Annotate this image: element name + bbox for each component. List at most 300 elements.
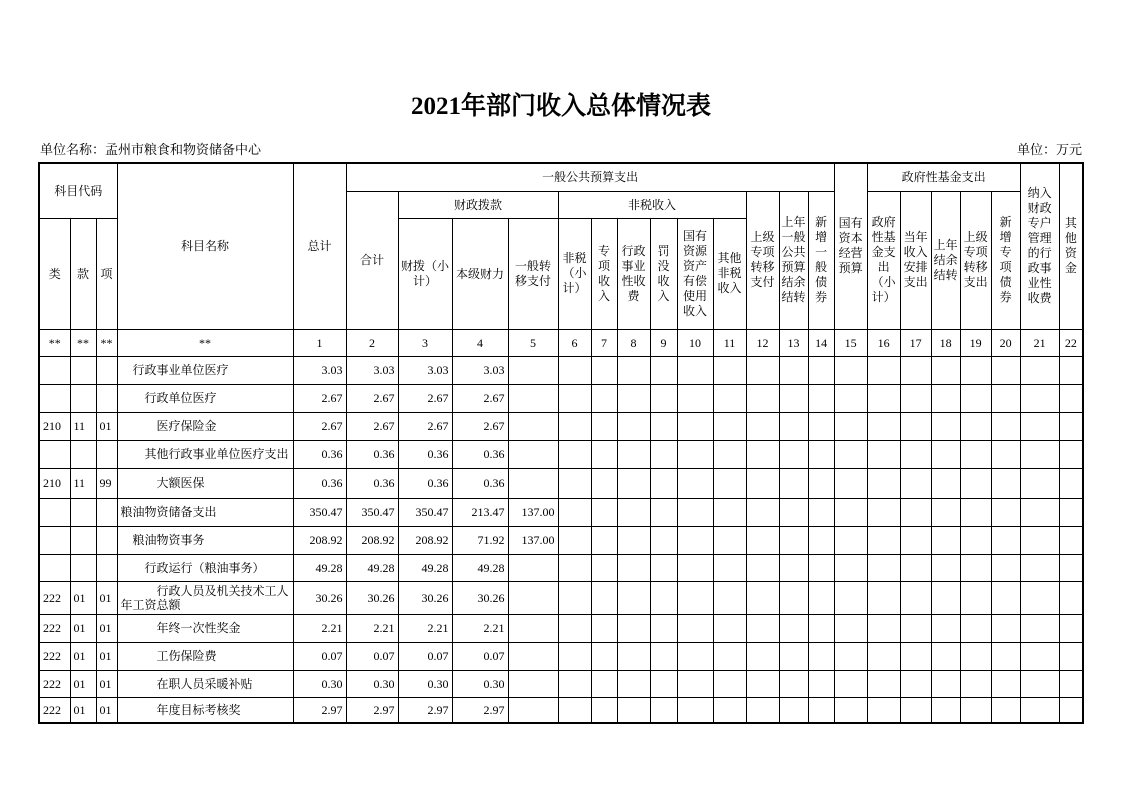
cell-col-6 — [558, 614, 591, 642]
currency-unit: 单位：万元 — [1016, 142, 1082, 157]
header-gov-fund-subtotal-label: 政府性基金支出（小计） — [871, 215, 896, 304]
header-kuan: 款 — [70, 218, 96, 329]
cell-col-9 — [650, 581, 677, 614]
cell-col-8 — [617, 412, 650, 440]
cell-col-20 — [991, 526, 1020, 554]
cell-col-20 — [991, 670, 1020, 697]
cell-col-9 — [650, 642, 677, 670]
header-state-assets — [677, 218, 713, 329]
cell-col-13 — [779, 412, 808, 440]
cell-col-15 — [834, 642, 867, 670]
cell-col-15 — [834, 468, 867, 498]
column-index-cell: 7 — [591, 329, 617, 356]
column-index-cell: 5 — [508, 329, 558, 356]
cell-col-16 — [867, 697, 900, 723]
cell-col-22 — [1059, 581, 1083, 614]
cell-subject-name: 年终一次性奖金 — [117, 614, 293, 642]
cell-col-8 — [617, 670, 650, 697]
cell-col-6 — [558, 468, 591, 498]
cell-col-12 — [746, 440, 779, 468]
cell-col-7 — [591, 642, 617, 670]
cell-col-9 — [650, 412, 677, 440]
cell-col-14 — [808, 697, 834, 723]
cell-col-16 — [867, 670, 900, 697]
cell-col-2: 2.21 — [346, 614, 398, 642]
cell-col-19 — [960, 697, 991, 723]
header-current-year-income — [900, 191, 931, 329]
cell-kuan: 01 — [70, 581, 96, 614]
cell-col-16 — [867, 468, 900, 498]
header-total: 总计 — [293, 163, 346, 329]
cell-subject-name: 在职人员采暖补贴 — [117, 670, 293, 697]
cell-total: 3.03 — [293, 356, 346, 384]
cell-col-15 — [834, 498, 867, 526]
cell-col-3: 0.36 — [398, 440, 452, 468]
cell-col-8 — [617, 554, 650, 581]
cell-col-17 — [900, 468, 931, 498]
cell-col-17 — [900, 642, 931, 670]
cell-lei: 210 — [39, 468, 70, 498]
cell-col-16 — [867, 614, 900, 642]
cell-col-6 — [558, 440, 591, 468]
cell-col-12 — [746, 554, 779, 581]
cell-col-9 — [650, 670, 677, 697]
cell-col-20 — [991, 697, 1020, 723]
cell-col-7 — [591, 526, 617, 554]
table-row — [39, 670, 1083, 697]
cell-col-9 — [650, 440, 677, 468]
cell-col-10 — [677, 614, 713, 642]
cell-col-14 — [808, 581, 834, 614]
cell-col-14 — [808, 498, 834, 526]
cell-xiang — [96, 356, 117, 384]
cell-xiang: 01 — [96, 581, 117, 614]
cell-col-9 — [650, 468, 677, 498]
report-info — [40, 141, 1082, 159]
table-row — [39, 614, 1083, 642]
cell-col-21 — [1020, 554, 1059, 581]
cell-col-12 — [746, 356, 779, 384]
cell-col-4: 0.36 — [452, 440, 508, 468]
cell-col-4: 3.03 — [452, 356, 508, 384]
cell-col-14 — [808, 468, 834, 498]
header-fiscal-appropriation: 财政拨款 — [398, 191, 558, 218]
cell-col-11 — [713, 614, 746, 642]
cell-col-11 — [713, 468, 746, 498]
cell-col-14 — [808, 614, 834, 642]
cell-col-8 — [617, 526, 650, 554]
cell-total: 0.30 — [293, 670, 346, 697]
cell-col-7 — [591, 498, 617, 526]
cell-col-17 — [900, 697, 931, 723]
cell-col-7 — [591, 440, 617, 468]
cell-col-17 — [900, 440, 931, 468]
cell-col-2: 49.28 — [346, 554, 398, 581]
column-index-cell: 13 — [779, 329, 808, 356]
header-subject-code: 科目代码 — [39, 163, 117, 218]
cell-col-21 — [1020, 670, 1059, 697]
header-prior-year-balance — [931, 191, 960, 329]
cell-col-11 — [713, 498, 746, 526]
cell-col-19 — [960, 526, 991, 554]
header-general-transfer — [508, 218, 558, 329]
cell-col-7 — [591, 412, 617, 440]
cell-col-4: 2.67 — [452, 412, 508, 440]
column-index-cell: 19 — [960, 329, 991, 356]
table-row — [39, 498, 1083, 526]
cell-col-20 — [991, 614, 1020, 642]
cell-col-17 — [900, 356, 931, 384]
cell-col-11 — [713, 384, 746, 412]
cell-col-18 — [931, 468, 960, 498]
cell-col-13 — [779, 670, 808, 697]
cell-col-3: 49.28 — [398, 554, 452, 581]
cell-col-8 — [617, 642, 650, 670]
cell-col-17 — [900, 526, 931, 554]
cell-col-8 — [617, 614, 650, 642]
cell-col-13 — [779, 498, 808, 526]
cell-col-2: 0.30 — [346, 670, 398, 697]
cell-col-21 — [1020, 642, 1059, 670]
column-index-cell: 3 — [398, 329, 452, 356]
cell-subject-name: 医疗保险金 — [117, 412, 293, 440]
cell-col-21 — [1020, 498, 1059, 526]
cell-col-7 — [591, 614, 617, 642]
cell-col-10 — [677, 440, 713, 468]
cell-col-9 — [650, 356, 677, 384]
cell-col-21 — [1020, 356, 1059, 384]
table-header — [39, 163, 1083, 329]
cell-xiang: 01 — [96, 642, 117, 670]
header-non-tax-income: 非税收入 — [558, 191, 746, 218]
cell-col-19 — [960, 498, 991, 526]
header-other-funds-label: 其他资金 — [1064, 216, 1077, 276]
cell-col-14 — [808, 642, 834, 670]
cell-col-10 — [677, 642, 713, 670]
table-row — [39, 440, 1083, 468]
cell-col-13 — [779, 468, 808, 498]
cell-total: 350.47 — [293, 498, 346, 526]
cell-subject-name: 工伤保险费 — [117, 642, 293, 670]
income-table — [38, 162, 1084, 724]
header-state-capital-budget — [834, 163, 867, 329]
header-row-1 — [39, 163, 1083, 191]
table-row — [39, 581, 1083, 614]
cell-col-18 — [931, 498, 960, 526]
cell-col-4: 213.47 — [452, 498, 508, 526]
column-index-cell: 12 — [746, 329, 779, 356]
cell-col-10 — [677, 554, 713, 581]
cell-subject-name: 行政运行（粮油事务） — [117, 554, 293, 581]
cell-col-21 — [1020, 614, 1059, 642]
cell-lei — [39, 498, 70, 526]
table-row — [39, 554, 1083, 581]
cell-col-7 — [591, 384, 617, 412]
cell-col-18 — [931, 440, 960, 468]
cell-col-17 — [900, 554, 931, 581]
column-index-cell: ** — [96, 329, 117, 356]
cell-lei: 222 — [39, 642, 70, 670]
cell-kuan: 01 — [70, 614, 96, 642]
cell-col-18 — [931, 614, 960, 642]
cell-col-5 — [508, 554, 558, 581]
cell-xiang — [96, 498, 117, 526]
cell-col-14 — [808, 412, 834, 440]
cell-col-22 — [1059, 384, 1083, 412]
cell-col-11 — [713, 440, 746, 468]
cell-col-20 — [991, 440, 1020, 468]
cell-col-2: 2.67 — [346, 412, 398, 440]
cell-col-13 — [779, 697, 808, 723]
cell-total: 0.36 — [293, 468, 346, 498]
cell-col-10 — [677, 384, 713, 412]
cell-col-22 — [1059, 356, 1083, 384]
cell-col-5 — [508, 384, 558, 412]
cell-col-13 — [779, 526, 808, 554]
cell-col-10 — [677, 498, 713, 526]
cell-kuan — [70, 498, 96, 526]
cell-lei — [39, 526, 70, 554]
cell-col-3: 0.36 — [398, 468, 452, 498]
cell-col-15 — [834, 412, 867, 440]
cell-col-19 — [960, 440, 991, 468]
cell-total: 2.97 — [293, 697, 346, 723]
cell-col-16 — [867, 526, 900, 554]
cell-col-19 — [960, 468, 991, 498]
cell-col-12 — [746, 642, 779, 670]
cell-col-6 — [558, 697, 591, 723]
cell-col-7 — [591, 670, 617, 697]
cell-col-3: 0.07 — [398, 642, 452, 670]
cell-col-19 — [960, 356, 991, 384]
cell-col-21 — [1020, 697, 1059, 723]
cell-col-3: 208.92 — [398, 526, 452, 554]
header-fines — [650, 218, 677, 329]
cell-col-12 — [746, 697, 779, 723]
cell-col-17 — [900, 670, 931, 697]
cell-kuan: 01 — [70, 642, 96, 670]
cell-col-11 — [713, 554, 746, 581]
header-non-tax-subtotal — [558, 218, 591, 329]
column-index-cell: 9 — [650, 329, 677, 356]
cell-col-5 — [508, 670, 558, 697]
cell-col-5 — [508, 412, 558, 440]
header-local-finance: 本级财力 — [452, 218, 508, 329]
cell-col-4: 2.67 — [452, 384, 508, 412]
cell-kuan: 01 — [70, 670, 96, 697]
cell-col-15 — [834, 697, 867, 723]
header-prior-year-balance-label: 上年结余结转 — [933, 237, 958, 282]
cell-col-4: 0.07 — [452, 642, 508, 670]
cell-col-18 — [931, 581, 960, 614]
cell-col-18 — [931, 642, 960, 670]
unit-name: 单位名称：孟州市粮食和物资储备中心 — [40, 142, 262, 157]
cell-col-18 — [931, 526, 960, 554]
header-general-budget: 一般公共预算支出 — [346, 163, 834, 191]
cell-col-10 — [677, 670, 713, 697]
cell-col-5 — [508, 581, 558, 614]
header-current-year-income-label: 当年收入安排支出 — [903, 230, 928, 289]
cell-col-15 — [834, 384, 867, 412]
cell-col-10 — [677, 412, 713, 440]
cell-col-3: 350.47 — [398, 498, 452, 526]
cell-xiang: 99 — [96, 468, 117, 498]
cell-col-2: 2.97 — [346, 697, 398, 723]
column-index-cell: 6 — [558, 329, 591, 356]
cell-col-19 — [960, 670, 991, 697]
cell-col-17 — [900, 614, 931, 642]
cell-col-4: 2.21 — [452, 614, 508, 642]
cell-col-5 — [508, 440, 558, 468]
column-index-cell: 16 — [867, 329, 900, 356]
cell-total: 208.92 — [293, 526, 346, 554]
header-fines-label: 罚没收入 — [657, 243, 670, 303]
header-new-special-bonds-label: 新增专项债券 — [999, 215, 1012, 304]
cell-col-11 — [713, 356, 746, 384]
cell-col-22 — [1059, 697, 1083, 723]
cell-col-19 — [960, 384, 991, 412]
cell-kuan — [70, 356, 96, 384]
header-lei: 类 — [39, 218, 70, 329]
cell-col-22 — [1059, 440, 1083, 468]
table-row — [39, 526, 1083, 554]
table-body — [39, 329, 1083, 723]
cell-col-22 — [1059, 670, 1083, 697]
cell-col-3: 30.26 — [398, 581, 452, 614]
column-index-cell: 8 — [617, 329, 650, 356]
cell-col-19 — [960, 581, 991, 614]
table-row — [39, 412, 1083, 440]
cell-subject-name: 大额医保 — [117, 468, 293, 498]
cell-col-18 — [931, 670, 960, 697]
cell-xiang — [96, 384, 117, 412]
cell-xiang — [96, 526, 117, 554]
cell-col-21 — [1020, 440, 1059, 468]
header-superior-special-transfer-out — [960, 191, 991, 329]
column-index-cell: 15 — [834, 329, 867, 356]
cell-col-10 — [677, 697, 713, 723]
cell-col-14 — [808, 384, 834, 412]
table-row — [39, 697, 1083, 723]
cell-col-21 — [1020, 412, 1059, 440]
cell-col-4: 30.26 — [452, 581, 508, 614]
column-index-cell: ** — [117, 329, 293, 356]
cell-col-3: 2.67 — [398, 384, 452, 412]
cell-col-16 — [867, 581, 900, 614]
cell-col-20 — [991, 642, 1020, 670]
cell-col-18 — [931, 384, 960, 412]
cell-lei — [39, 554, 70, 581]
column-index-cell: 11 — [713, 329, 746, 356]
cell-col-14 — [808, 526, 834, 554]
header-fiscal-account-fees-label: 纳入财政专户管理的行政事业性收费 — [1027, 186, 1052, 306]
header-fiscal-subtotal-label: 财拨（小计） — [401, 258, 450, 288]
column-index-cell: 21 — [1020, 329, 1059, 356]
column-index-cell: 18 — [931, 329, 960, 356]
cell-col-19 — [960, 554, 991, 581]
cell-col-3: 2.21 — [398, 614, 452, 642]
cell-col-17 — [900, 498, 931, 526]
cell-col-9 — [650, 554, 677, 581]
column-index-cell: 20 — [991, 329, 1020, 356]
cell-col-5 — [508, 468, 558, 498]
cell-col-3: 0.30 — [398, 670, 452, 697]
cell-col-10 — [677, 526, 713, 554]
cell-col-2: 0.07 — [346, 642, 398, 670]
cell-col-20 — [991, 412, 1020, 440]
cell-col-3: 2.97 — [398, 697, 452, 723]
page-title: 2021年部门收入总体情况表 — [410, 93, 711, 120]
header-other-non-tax-label: 其他非税收入 — [717, 251, 742, 295]
cell-col-22 — [1059, 498, 1083, 526]
cell-col-18 — [931, 356, 960, 384]
cell-col-16 — [867, 384, 900, 412]
cell-col-5 — [508, 642, 558, 670]
column-index-cell: 4 — [452, 329, 508, 356]
cell-kuan — [70, 526, 96, 554]
cell-col-21 — [1020, 468, 1059, 498]
cell-xiang — [96, 554, 117, 581]
cell-col-9 — [650, 697, 677, 723]
cell-total: 0.07 — [293, 642, 346, 670]
column-index-cell: 17 — [900, 329, 931, 356]
cell-col-7 — [591, 697, 617, 723]
cell-col-11 — [713, 670, 746, 697]
header-fiscal-subtotal — [398, 218, 452, 329]
cell-col-6 — [558, 581, 591, 614]
cell-xiang: 01 — [96, 614, 117, 642]
cell-lei: 210 — [39, 412, 70, 440]
cell-col-22 — [1059, 526, 1083, 554]
cell-col-19 — [960, 642, 991, 670]
cell-col-2: 0.36 — [346, 468, 398, 498]
header-state-assets-label: 国有资源资产有偿使用收入 — [683, 228, 708, 318]
cell-col-12 — [746, 526, 779, 554]
cell-col-12 — [746, 614, 779, 642]
cell-total: 49.28 — [293, 554, 346, 581]
cell-total: 30.26 — [293, 581, 346, 614]
cell-col-18 — [931, 697, 960, 723]
cell-col-8 — [617, 468, 650, 498]
cell-kuan: 11 — [70, 468, 96, 498]
cell-col-13 — [779, 581, 808, 614]
cell-kuan — [70, 554, 96, 581]
cell-col-8 — [617, 356, 650, 384]
header-gov-fund-subtotal — [867, 191, 900, 329]
cell-col-18 — [931, 412, 960, 440]
cell-col-14 — [808, 356, 834, 384]
cell-col-13 — [779, 642, 808, 670]
cell-col-15 — [834, 554, 867, 581]
cell-col-4: 71.92 — [452, 526, 508, 554]
cell-subject-name: 粮油物资事务 — [117, 526, 293, 554]
cell-kuan: 11 — [70, 412, 96, 440]
cell-col-3: 3.03 — [398, 356, 452, 384]
cell-kuan — [70, 384, 96, 412]
cell-col-4: 49.28 — [452, 554, 508, 581]
cell-col-6 — [558, 356, 591, 384]
cell-col-6 — [558, 384, 591, 412]
cell-col-21 — [1020, 581, 1059, 614]
cell-col-11 — [713, 581, 746, 614]
cell-subject-name: 年度目标考核奖 — [117, 697, 293, 723]
cell-col-15 — [834, 526, 867, 554]
cell-col-4: 2.97 — [452, 697, 508, 723]
cell-col-13 — [779, 554, 808, 581]
cell-col-21 — [1020, 384, 1059, 412]
cell-col-14 — [808, 554, 834, 581]
cell-col-9 — [650, 498, 677, 526]
